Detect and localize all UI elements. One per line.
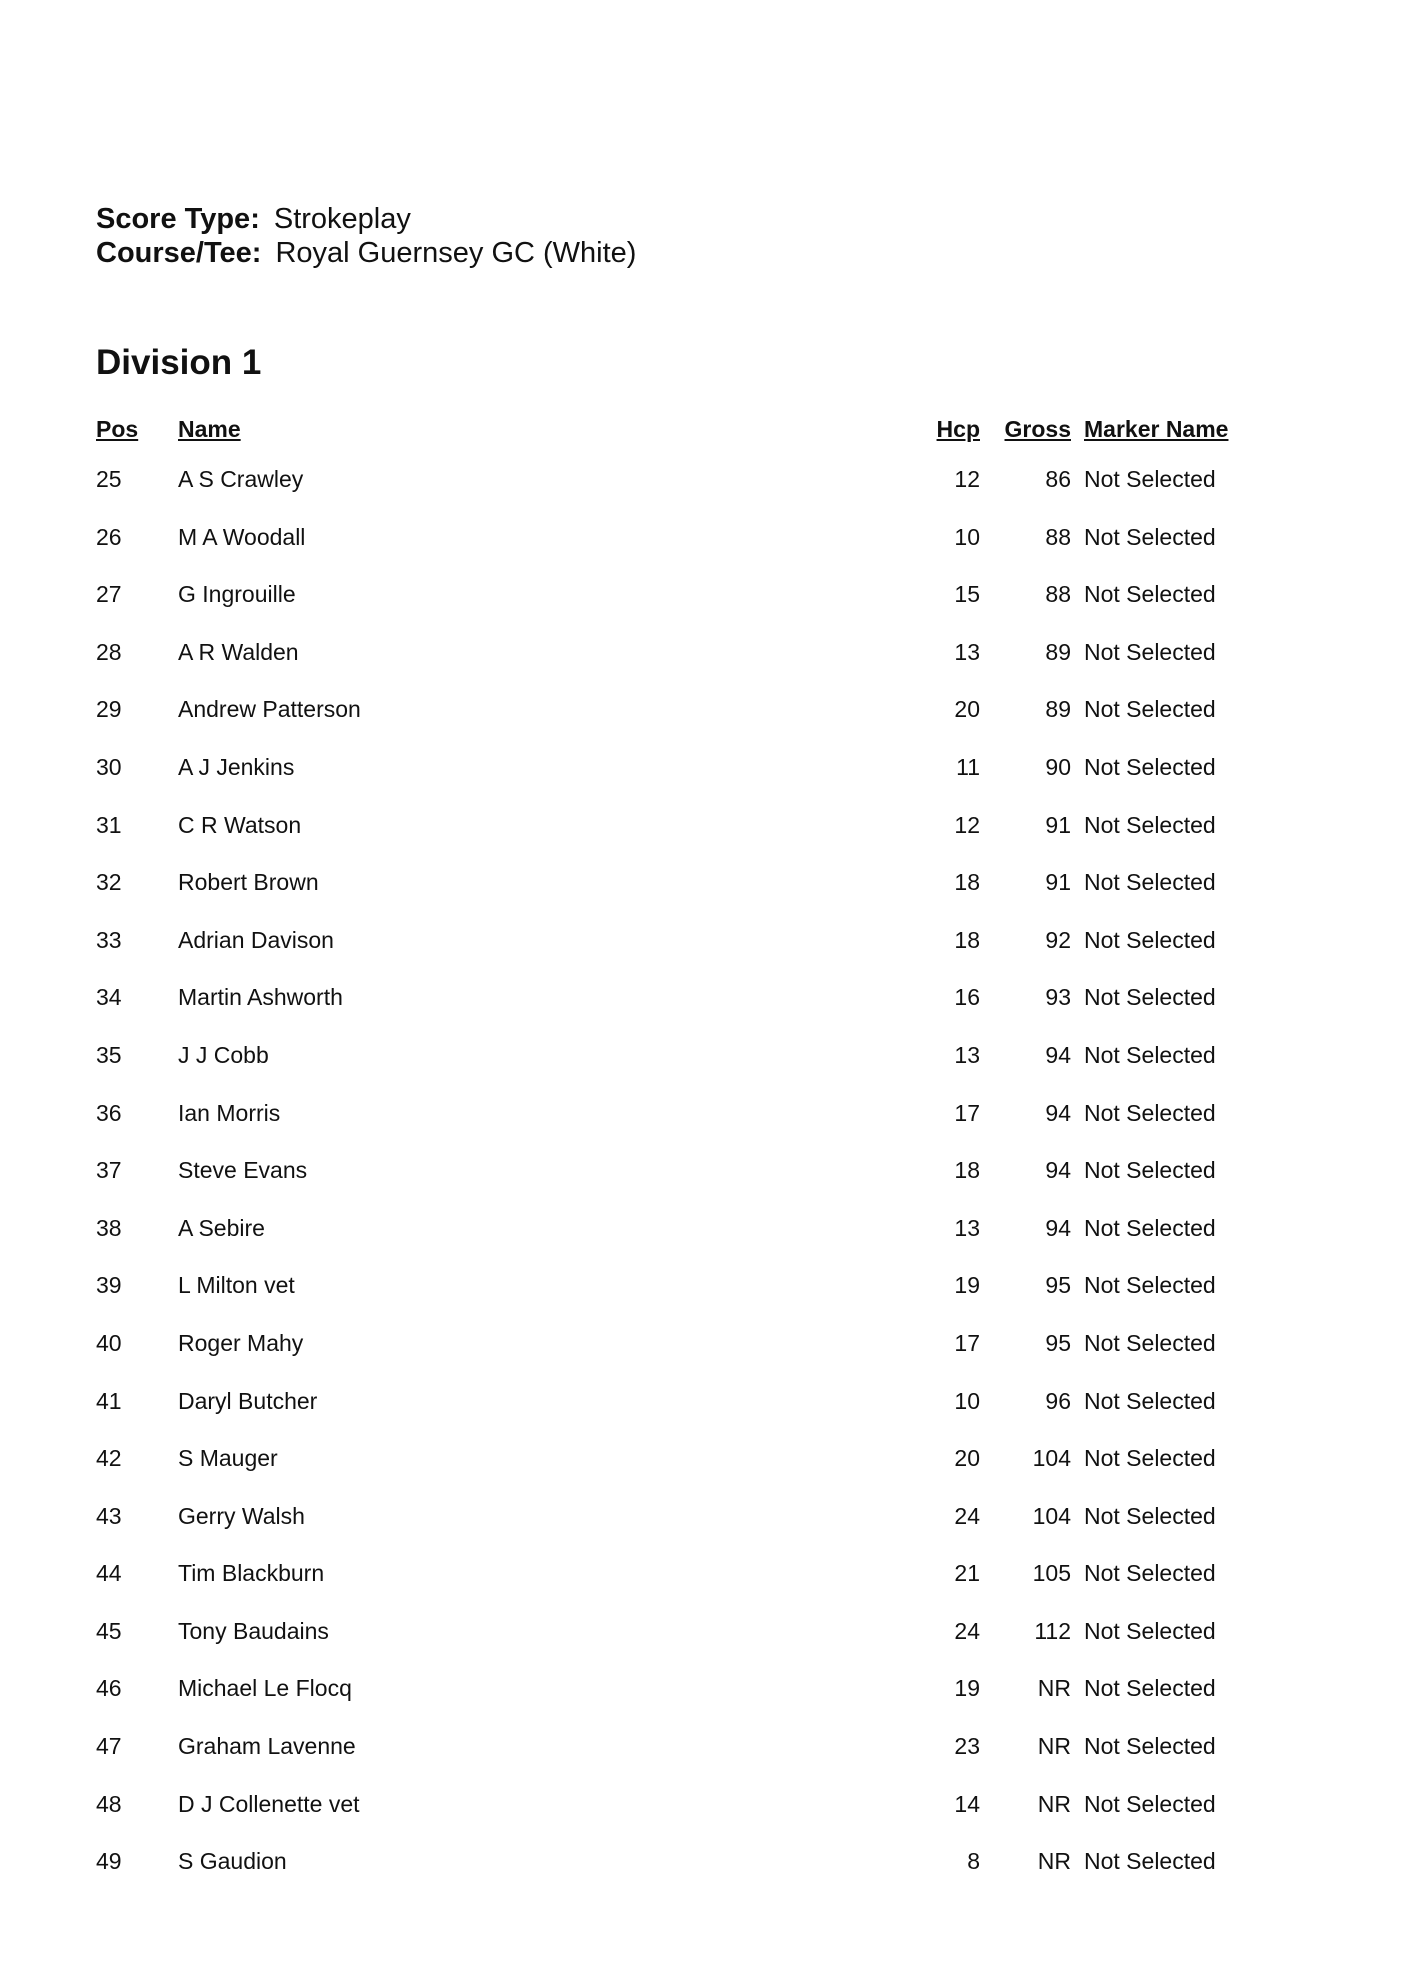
cell-pos: 43	[96, 1502, 122, 1529]
table-row	[0, 1443, 1412, 1501]
cell-pos: 48	[96, 1790, 122, 1817]
cell-marker-name: Not Selected	[1084, 984, 1216, 1011]
cell-pos: 35	[96, 1041, 122, 1068]
cell-marker-name: Not Selected	[1084, 581, 1216, 608]
cell-hcp: 8	[967, 1848, 980, 1875]
cell-name: A J Jenkins	[178, 753, 295, 780]
table-row	[0, 1616, 1412, 1674]
cell-name: S Gaudion	[178, 1848, 287, 1875]
cell-name: Tony Baudains	[178, 1617, 329, 1644]
table-row	[0, 637, 1412, 695]
cell-gross: NR	[1037, 1675, 1071, 1702]
cell-pos: 45	[96, 1617, 122, 1644]
cell-marker-name: Not Selected	[1084, 1387, 1216, 1414]
cell-name: Michael Le Flocq	[178, 1675, 352, 1702]
cell-name: Adrian Davison	[178, 926, 334, 953]
cell-marker-name: Not Selected	[1084, 1560, 1216, 1587]
cell-name: Martin Ashworth	[178, 984, 343, 1011]
cell-pos: 29	[96, 696, 122, 723]
column-header-gross: Gross	[1004, 416, 1071, 442]
cell-name: Robert Brown	[178, 869, 319, 896]
cell-hcp: 12	[954, 811, 980, 838]
cell-pos: 39	[96, 1272, 122, 1299]
cell-marker-name: Not Selected	[1084, 466, 1216, 492]
table-row	[0, 752, 1412, 810]
cell-gross: 94	[1045, 1157, 1071, 1184]
table-row	[0, 1040, 1412, 1098]
cell-marker-name: Not Selected	[1084, 1617, 1216, 1644]
cell-name: Andrew Patterson	[178, 696, 361, 723]
cell-marker-name: Not Selected	[1084, 1675, 1216, 1702]
division-title: Division 1	[96, 343, 262, 382]
cell-hcp: 17	[954, 1329, 980, 1356]
cell-pos: 42	[96, 1445, 122, 1472]
cell-gross: NR	[1037, 1848, 1071, 1875]
table-row	[0, 579, 1412, 637]
table-row	[0, 464, 1412, 522]
cell-name: S Mauger	[178, 1445, 278, 1472]
cell-gross: 95	[1045, 1329, 1071, 1356]
score-type-value: Strokeplay	[273, 203, 411, 235]
cell-hcp: 23	[954, 1733, 980, 1760]
course-tee-label: Course/Tee:	[96, 237, 262, 269]
table-row	[0, 1846, 1412, 1904]
table-row	[0, 1558, 1412, 1616]
cell-name: D J Collenette vet	[178, 1790, 360, 1817]
table-row	[0, 1731, 1412, 1789]
cell-gross: 104	[1032, 1502, 1071, 1529]
cell-gross: 90	[1045, 753, 1071, 780]
cell-hcp: 24	[954, 1617, 980, 1644]
cell-pos: 36	[96, 1099, 122, 1126]
cell-name: Steve Evans	[178, 1157, 308, 1184]
cell-hcp: 18	[954, 1157, 980, 1184]
cell-gross: 91	[1045, 869, 1071, 896]
cell-name: M A Woodall	[178, 523, 306, 550]
cell-pos: 47	[96, 1733, 122, 1760]
cell-name: Graham Lavenne	[178, 1733, 356, 1760]
cell-hcp: 21	[954, 1560, 980, 1587]
cell-name: A Sebire	[178, 1214, 265, 1241]
table-row	[0, 1673, 1412, 1731]
cell-marker-name: Not Selected	[1084, 1848, 1216, 1875]
cell-hcp: 14	[954, 1790, 980, 1817]
cell-marker-name: Not Selected	[1084, 1445, 1216, 1472]
cell-pos: 41	[96, 1387, 122, 1414]
cell-marker-name: Not Selected	[1084, 1099, 1216, 1126]
cell-marker-name: Not Selected	[1084, 523, 1216, 550]
column-header-hcp: Hcp	[936, 416, 980, 442]
cell-marker-name: Not Selected	[1084, 1790, 1216, 1817]
cell-marker-name: Not Selected	[1084, 869, 1216, 896]
table-row	[0, 1155, 1412, 1213]
cell-hcp: 24	[954, 1502, 980, 1529]
table-row	[0, 1270, 1412, 1328]
cell-pos: 46	[96, 1675, 122, 1702]
cell-name: C R Watson	[178, 811, 302, 838]
course-tee-row	[96, 236, 636, 270]
cell-marker-name: Not Selected	[1084, 1041, 1216, 1068]
cell-gross: 104	[1032, 1445, 1071, 1472]
score-type-label: Score Type:	[96, 203, 260, 235]
cell-hcp: 10	[954, 523, 980, 550]
cell-name: Gerry Walsh	[178, 1502, 305, 1529]
table-row	[0, 1328, 1412, 1386]
cell-gross: NR	[1037, 1733, 1071, 1760]
cell-hcp: 19	[954, 1675, 980, 1702]
cell-pos: 27	[96, 581, 122, 608]
table-row	[0, 982, 1412, 1040]
cell-pos: 28	[96, 638, 122, 665]
cell-name: Tim Blackburn	[178, 1560, 325, 1587]
cell-hcp: 16	[954, 984, 980, 1011]
cell-hcp: 20	[954, 1445, 980, 1472]
cell-name: Roger Mahy	[178, 1329, 304, 1356]
cell-name: A R Walden	[178, 638, 299, 665]
cell-marker-name: Not Selected	[1084, 696, 1216, 723]
cell-hcp: 15	[954, 581, 980, 608]
cell-marker-name: Not Selected	[1084, 926, 1216, 953]
cell-gross: NR	[1037, 1790, 1071, 1817]
cell-hcp: 19	[954, 1272, 980, 1299]
cell-gross: 91	[1045, 811, 1071, 838]
cell-marker-name: Not Selected	[1084, 1214, 1216, 1241]
cell-marker-name: Not Selected	[1084, 1157, 1216, 1184]
course-tee-value: Royal Guernsey GC (White)	[275, 237, 637, 269]
cell-pos: 34	[96, 984, 122, 1011]
cell-hcp: 12	[954, 466, 980, 492]
cell-hcp: 18	[954, 926, 980, 953]
table-row	[0, 1386, 1412, 1444]
cell-gross: 96	[1045, 1387, 1071, 1414]
cell-gross: 89	[1045, 696, 1071, 723]
cell-marker-name: Not Selected	[1084, 811, 1216, 838]
cell-pos: 33	[96, 926, 122, 953]
cell-gross: 112	[1034, 1617, 1071, 1644]
cell-gross: 95	[1045, 1272, 1071, 1299]
cell-name: J J Cobb	[178, 1041, 269, 1068]
cell-gross: 92	[1045, 926, 1071, 953]
score-type-row	[96, 202, 636, 236]
cell-marker-name: Not Selected	[1084, 753, 1216, 780]
cell-hcp: 20	[954, 696, 980, 723]
cell-marker-name: Not Selected	[1084, 1733, 1216, 1760]
cell-pos: 40	[96, 1329, 122, 1356]
cell-pos: 37	[96, 1157, 122, 1184]
cell-hcp: 11	[956, 753, 980, 780]
table-row	[0, 810, 1412, 868]
cell-hcp: 10	[954, 1387, 980, 1414]
cell-marker-name: Not Selected	[1084, 1502, 1216, 1529]
cell-gross: 89	[1045, 638, 1071, 665]
cell-pos: 30	[96, 753, 122, 780]
table-row	[0, 925, 1412, 983]
cell-gross: 94	[1045, 1041, 1071, 1068]
cell-pos: 49	[96, 1848, 122, 1875]
cell-hcp: 13	[954, 1041, 980, 1068]
column-header-pos: Pos	[96, 416, 139, 442]
cell-gross: 94	[1045, 1214, 1071, 1241]
competition-meta	[96, 202, 636, 270]
cell-pos: 38	[96, 1214, 122, 1241]
cell-hcp: 17	[954, 1099, 980, 1126]
table-row	[0, 1501, 1412, 1559]
cell-name: G Ingrouille	[178, 581, 296, 608]
table-row	[0, 1789, 1412, 1847]
cell-name: A S Crawley	[178, 466, 304, 492]
cell-hcp: 18	[954, 869, 980, 896]
table-row	[0, 694, 1412, 752]
column-header-name: Name	[178, 416, 241, 442]
cell-pos: 25	[96, 466, 122, 492]
cell-marker-name: Not Selected	[1084, 638, 1216, 665]
cell-pos: 31	[96, 811, 122, 838]
results-rows	[0, 464, 1412, 1904]
cell-gross: 93	[1045, 984, 1071, 1011]
cell-gross: 88	[1045, 523, 1071, 550]
cell-name: Ian Morris	[178, 1099, 281, 1126]
table-row	[0, 522, 1412, 580]
cell-pos: 32	[96, 869, 122, 896]
cell-gross: 88	[1045, 581, 1071, 608]
table-row	[0, 867, 1412, 925]
cell-marker-name: Not Selected	[1084, 1329, 1216, 1356]
table-row	[0, 1098, 1412, 1156]
cell-gross: 94	[1045, 1099, 1071, 1126]
column-header-marker-name: Marker Name	[1084, 416, 1229, 442]
cell-marker-name: Not Selected	[1084, 1272, 1216, 1299]
cell-pos: 26	[96, 523, 122, 550]
cell-name: L Milton vet	[178, 1272, 295, 1299]
cell-hcp: 13	[954, 638, 980, 665]
cell-gross: 86	[1045, 466, 1071, 492]
cell-hcp: 13	[954, 1214, 980, 1241]
table-row	[0, 1213, 1412, 1271]
cell-pos: 44	[96, 1560, 122, 1587]
cell-name: Daryl Butcher	[178, 1387, 318, 1414]
cell-gross: 105	[1032, 1560, 1071, 1587]
